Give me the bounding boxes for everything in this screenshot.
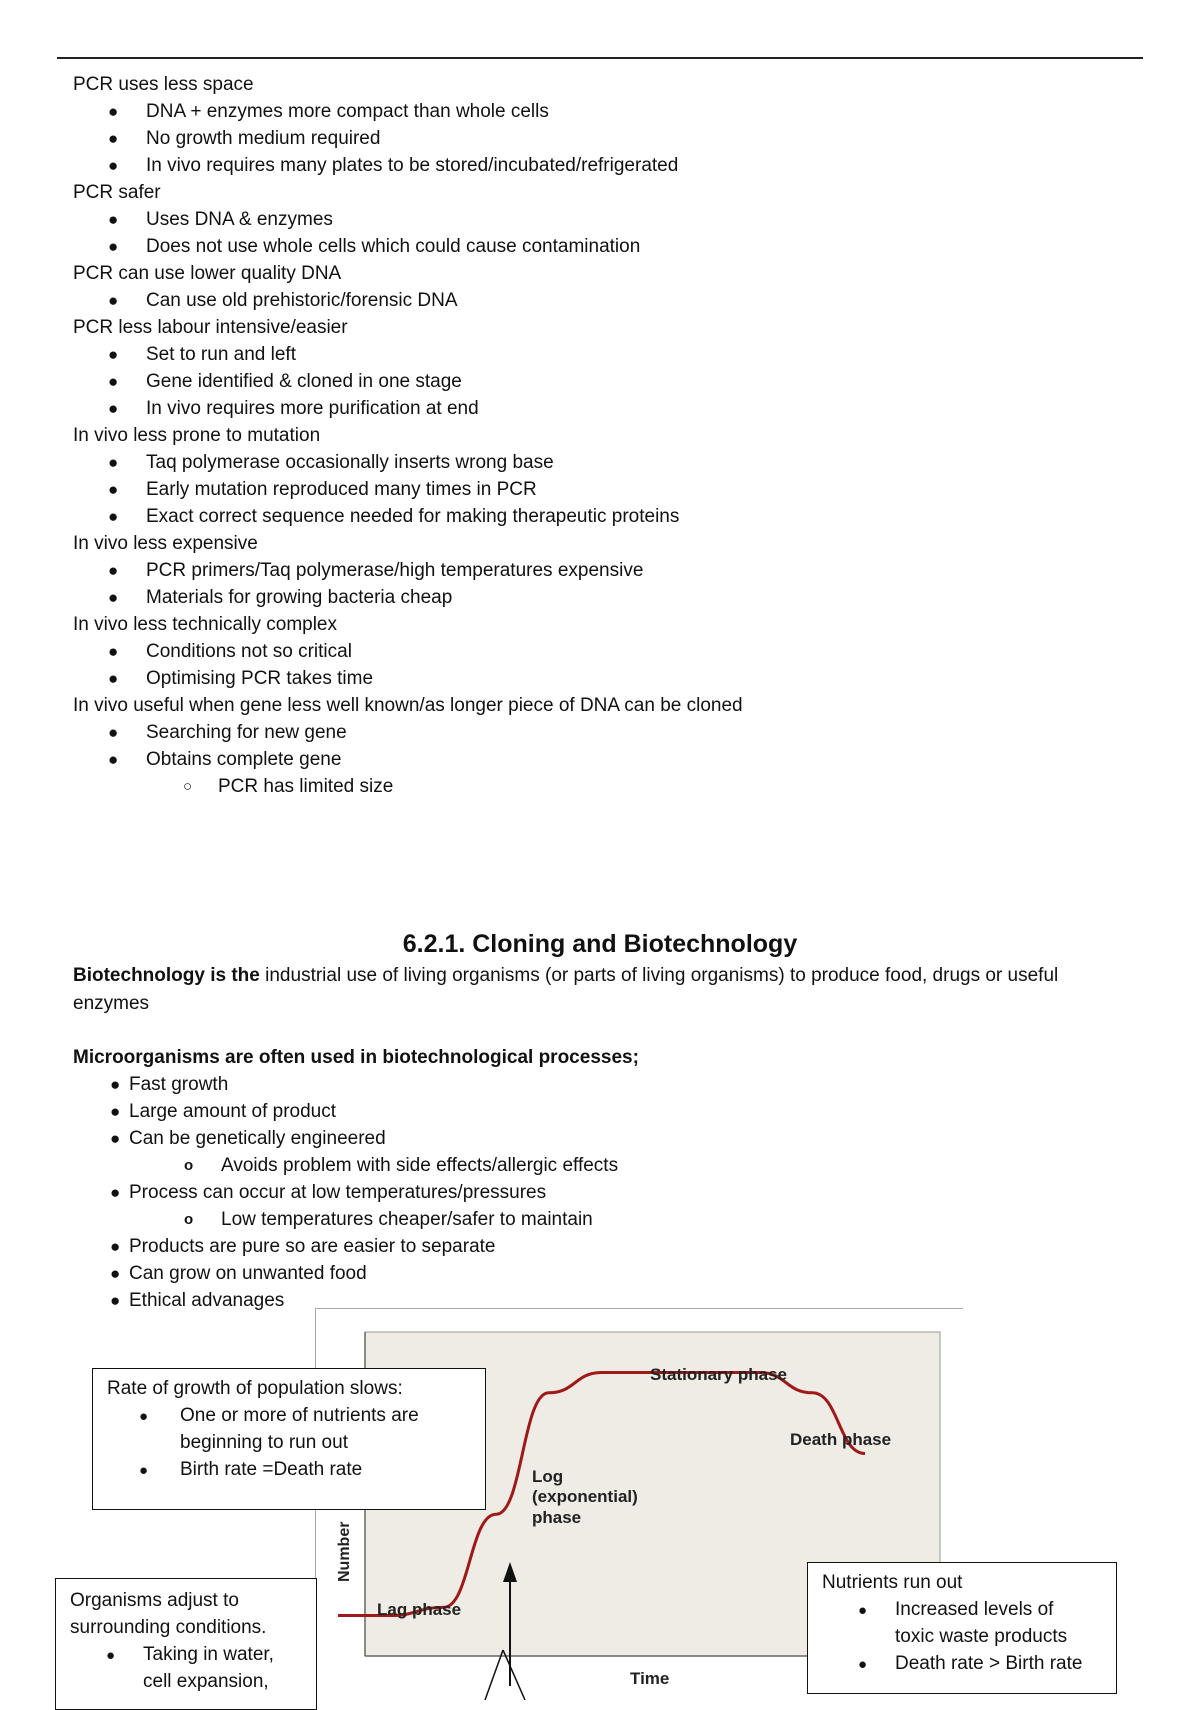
phase-label-log-2: (exponential) xyxy=(532,1487,638,1506)
bullet-dot: ● xyxy=(110,1237,121,1256)
callout-item: toxic waste products xyxy=(895,1626,1068,1647)
bullet-dot: ● xyxy=(110,1264,121,1283)
note-heading: PCR can use lower quality DNA xyxy=(73,263,342,284)
bullet-dot: ● xyxy=(110,1291,121,1310)
note-item: Does not use whole cells which could cause contamination xyxy=(146,236,641,257)
bullet-dot: ● xyxy=(108,480,119,499)
bullet-dot: ● xyxy=(108,669,119,688)
note-item: Exact correct sequence needed for making therapeutic proteins xyxy=(146,506,680,527)
pointer-line-3 xyxy=(503,1650,525,1700)
bullet-dot: ● xyxy=(110,1129,121,1148)
note-subitem: PCR has limited size xyxy=(218,776,394,797)
micro-item: Can grow on unwanted food xyxy=(129,1263,367,1284)
phase-label-stationary: Stationary phase xyxy=(650,1365,787,1384)
note-item: DNA + enzymes more compact than whole cells xyxy=(146,101,549,122)
note-heading: PCR safer xyxy=(73,182,161,203)
bullet-dot: ● xyxy=(108,561,119,580)
note-heading: In vivo less prone to mutation xyxy=(73,425,321,446)
callout-title: Organisms adjust to xyxy=(70,1590,239,1611)
section-title: 6.2.1. Cloning and Biotechnology xyxy=(402,930,798,958)
bullet-dot: ● xyxy=(108,291,119,310)
micro-item: Products are pure so are easier to separate xyxy=(129,1236,496,1257)
phase-label-log-1: Log xyxy=(532,1467,564,1486)
micro-subitem: Low temperatures cheaper/safer to maintain xyxy=(221,1209,593,1230)
bullet-dot: ● xyxy=(108,507,119,526)
callout-growth-slows xyxy=(92,1368,486,1510)
phase-label-log-3: phase xyxy=(532,1508,582,1527)
bullet-dot: ● xyxy=(108,750,119,769)
sub-bullet-circle: o xyxy=(184,1157,194,1174)
callout-item: Increased levels of xyxy=(895,1599,1054,1620)
note-item: PCR primers/Taq polymerase/high temperatures expensive xyxy=(146,560,644,581)
bullet-dot: ● xyxy=(108,588,119,607)
callout-item: Death rate > Birth rate xyxy=(895,1653,1083,1674)
note-heading: PCR uses less space xyxy=(73,74,254,95)
note-item: Set to run and left xyxy=(146,344,296,365)
bullet-dot: ● xyxy=(858,1602,868,1619)
note-item: Uses DNA & enzymes xyxy=(146,209,333,230)
bullet-dot: ● xyxy=(108,156,119,175)
bullet-dot: ● xyxy=(108,723,119,742)
bullet-dot: ● xyxy=(106,1647,116,1664)
phase-label-lag: Lag phase xyxy=(377,1600,462,1619)
pointer-line-2 xyxy=(485,1650,503,1700)
note-item: Early mutation reproduced many times in PCR xyxy=(146,479,537,500)
note-item: Materials for growing bacteria cheap xyxy=(146,587,453,608)
callout-item: One or more of nutrients are xyxy=(180,1405,419,1426)
callout-title: Nutrients run out xyxy=(822,1572,963,1593)
note-item: In vivo requires many plates to be stored/incubated/refrigerated xyxy=(146,155,679,176)
note-heading: In vivo less technically complex xyxy=(73,614,337,635)
note-item: Obtains complete gene xyxy=(146,749,342,770)
callout-nutrients-run-out xyxy=(807,1562,1117,1694)
bullet-dot: ● xyxy=(108,399,119,418)
callout-item: Taking in water, xyxy=(143,1644,274,1665)
bullet-dot: ● xyxy=(108,453,119,472)
note-item: Optimising PCR takes time xyxy=(146,668,374,689)
figure-top-rule xyxy=(315,1308,963,1309)
definition-text: industrial use of living organisms (or parts of living organisms) to produce food, drugs or useful enzymes xyxy=(73,965,1059,1014)
micro-item: Can be genetically engineered xyxy=(129,1128,386,1149)
top-rule xyxy=(57,57,1143,59)
note-heading: In vivo useful when gene less well known/as longer piece of DNA can be cloned xyxy=(73,695,743,716)
bullet-dot: ● xyxy=(108,210,119,229)
note-heading: PCR less labour intensive/easier xyxy=(73,317,348,338)
bullet-dot: ● xyxy=(110,1183,121,1202)
note-item: Conditions not so critical xyxy=(146,641,352,662)
bullet-dot: ● xyxy=(108,237,119,256)
definition-term: Biotechnology is the xyxy=(73,965,260,986)
micro-item: Large amount of product xyxy=(129,1101,337,1122)
sub-bullet-circle: ○ xyxy=(183,778,193,795)
bullet-dot: ● xyxy=(139,1462,149,1479)
phase-label-death: Death phase xyxy=(790,1430,892,1449)
callout-item: cell expansion, xyxy=(143,1671,269,1692)
bullet-dot: ● xyxy=(108,642,119,661)
note-item: Taq polymerase occasionally inserts wrong base xyxy=(146,452,554,473)
bullet-dot: ● xyxy=(110,1102,121,1121)
bullet-dot: ● xyxy=(108,372,119,391)
bullet-dot: ● xyxy=(108,102,119,121)
micro-subitem: Avoids problem with side effects/allergic effects xyxy=(221,1155,619,1176)
callout-title: surrounding conditions. xyxy=(70,1617,267,1638)
callout-title: Rate of growth of population slows: xyxy=(107,1378,403,1399)
callout-item: beginning to run out xyxy=(180,1432,348,1453)
sub-bullet-circle: o xyxy=(184,1211,194,1228)
bullet-dot: ● xyxy=(108,345,119,364)
callout-organisms-adjust xyxy=(55,1578,317,1710)
y-axis-label: Number xyxy=(336,1521,353,1582)
note-heading: In vivo less expensive xyxy=(73,533,258,554)
x-axis-label: Time xyxy=(630,1669,670,1688)
bullet-dot: ● xyxy=(858,1656,868,1673)
note-item: In vivo requires more purification at end xyxy=(146,398,479,419)
bullet-dot: ● xyxy=(139,1408,149,1425)
definition-paragraph xyxy=(73,962,1133,1018)
micro-item: Fast growth xyxy=(129,1074,229,1095)
micro-item: Ethical advanages xyxy=(129,1290,285,1311)
micro-item: Process can occur at low temperatures/pressures xyxy=(129,1182,547,1203)
bullet-dot: ● xyxy=(110,1075,121,1094)
note-item: Can use old prehistoric/forensic DNA xyxy=(146,290,458,311)
note-item: Gene identified & cloned in one stage xyxy=(146,371,462,392)
bullet-dot: ● xyxy=(108,129,119,148)
callout-item: Birth rate =Death rate xyxy=(180,1459,363,1480)
note-item: No growth medium required xyxy=(146,128,381,149)
micro-heading: Microorganisms are often used in biotechnological processes; xyxy=(73,1047,639,1068)
note-item: Searching for new gene xyxy=(146,722,347,743)
